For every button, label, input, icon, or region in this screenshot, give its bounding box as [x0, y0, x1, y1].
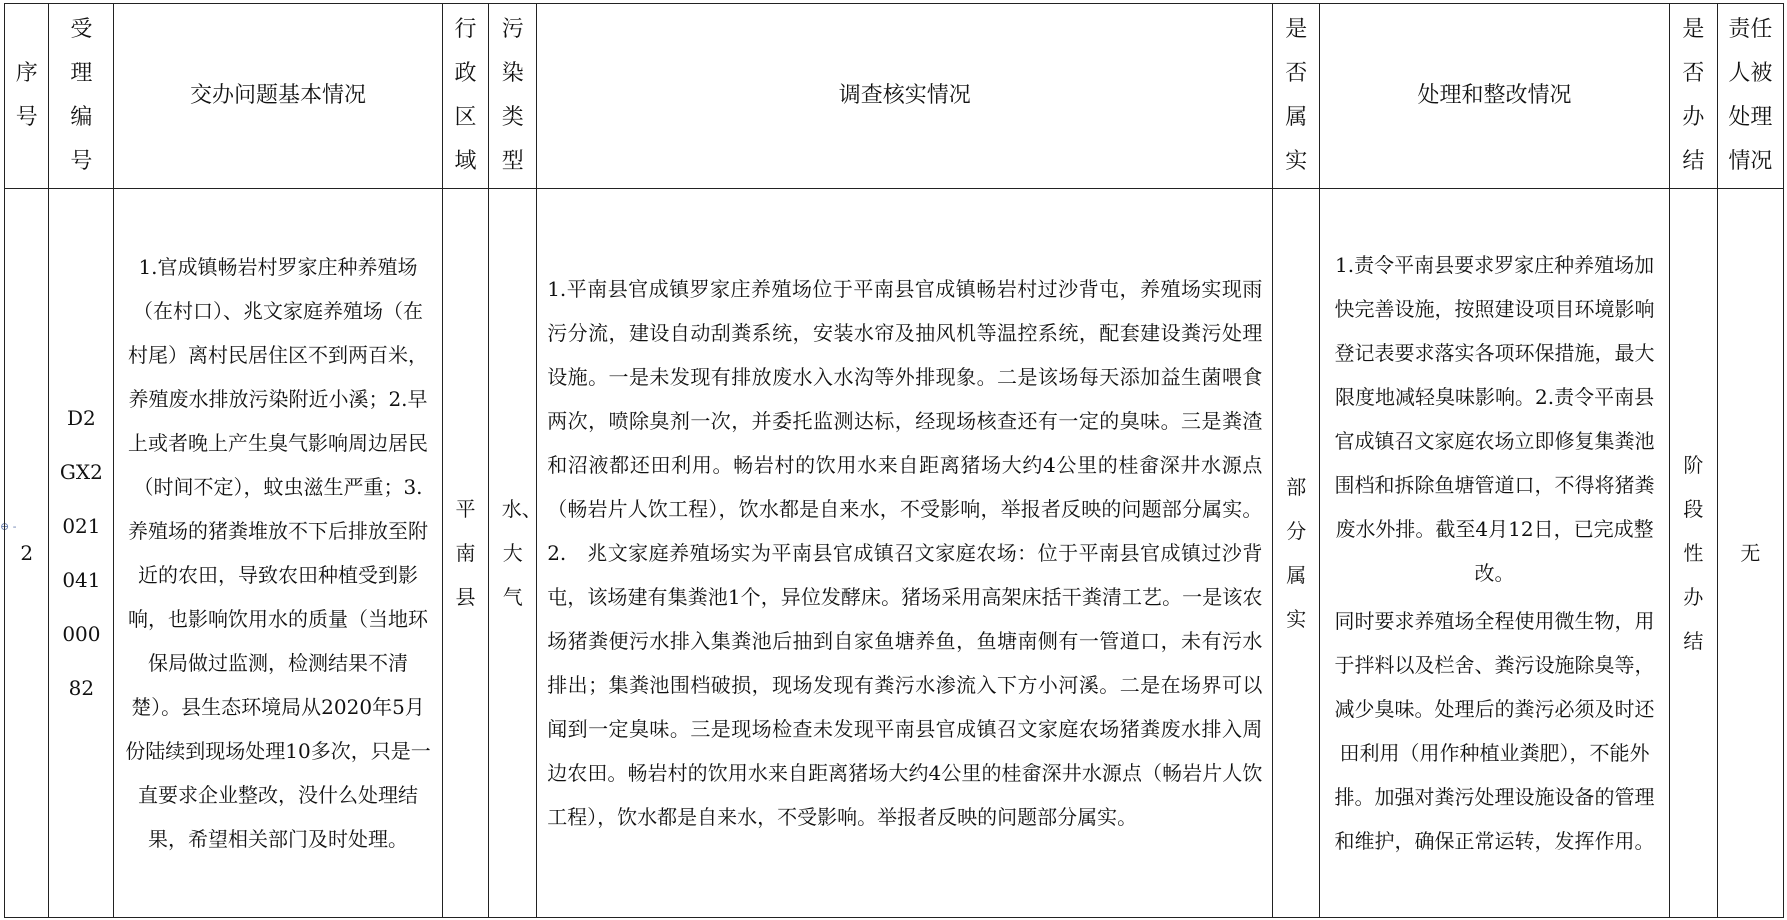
- cell-seq: 2: [5, 189, 49, 918]
- header-is-true: 是否属实: [1273, 4, 1320, 189]
- table-row: [5, 189, 1784, 918]
- cell-issue: 1.官成镇畅岩村罗家庄种养殖场（在村口）、兆文家庭养殖场（在村尾）离村民居住区不到两百米，养殖废水排放污染附近小溪；2.早上或者晚上产生臭气影响周边居民（时间不定），蚊虫滋生严重；3.养殖场的猪粪堆放不下后排放至附近的农田，导致农田种植受到影响，也影响饮用水的质量（当地环保局做过监测，检测结果不清楚）。县生态环境局从2020年5月份陆续到现场处理10多次，只是一直要求企业整改，没什么处理结果，希望相关部门及时处理。: [114, 189, 442, 918]
- handling-paragraph-2: 同时要求养殖场全程使用微生物，用于拌料以及栏舍、粪污设施除臭等，减少臭味。处理后的粪污必须及时还田利用（用作种植业粪肥），不能外排。加强对粪污处理设施设备的管理和维护，确保正常运转，发挥作用。: [1334, 609, 1655, 853]
- cell-district: 平南县: [442, 189, 489, 918]
- cell-pollution-type: 水、大气: [489, 189, 537, 918]
- header-seq: 序号: [5, 4, 49, 189]
- header-case-no: 受理编号: [49, 4, 114, 189]
- header-investigation: 调查核实情况: [537, 4, 1273, 189]
- cell-accountability: 无: [1717, 189, 1783, 918]
- scan-margin-marker: ⊕ -: [0, 520, 17, 533]
- cell-handling: [1320, 189, 1670, 918]
- header-closed: 是否办结: [1669, 4, 1717, 189]
- cell-closed: 阶段性办结: [1669, 189, 1717, 918]
- header-pollution-type: 污染类型: [489, 4, 537, 189]
- cell-is-true: 部分属实: [1273, 189, 1320, 918]
- header-issue: 交办问题基本情况: [114, 4, 442, 189]
- handling-paragraph-1: 1.责令平南县要求罗家庄种养殖场加快完善设施，按照建设项目环境影响登记表要求落实各项环保措施，最大限度地减轻臭味影响。2.责令平南县官成镇召文家庭农场立即修复集粪池围档和拆除鱼塘管道口，不得将猪粪废水外排。截至4月12日，已完成整改。: [1334, 253, 1655, 585]
- cell-investigation: 1.平南县官成镇罗家庄养殖场位于平南县官成镇畅岩村过沙背屯，养殖场实现雨污分流，建设自动刮粪系统，安装水帘及抽风机等温控系统，配套建设粪污处理设施。一是未发现有排放废水入水沟等外排现象。二是该场每天添加益生菌喂食两次，喷除臭剂一次，并委托监测达标，经现场核查还有一定的臭味。三是粪渣和沼液都还田利用。畅岩村的饮用水来自距离猪场大约4公里的桂畲深井水源点（畅岩片人饮工程），饮水都是自来水，不受影响，举报者反映的问题部分属实。2. 兆文家庭养殖场实为平南县官成镇召文家庭农场：位于平南县官成镇过沙背屯，该场建有集粪池1个，异位发酵床。猪场采用高架床括干粪清工艺。一是该农场猪粪便污水排入集粪池后抽到自家鱼塘养鱼，鱼塘南侧有一管道口，未有污水排出；集粪池围档破损，现场发现有粪污水渗流入下方小河溪。二是在场界可以闻到一定臭味。三是现场检查未发现平南县官成镇召文家庭农场猪粪废水排入周边农田。畅岩村的饮用水来自距离猪场大约4公里的桂畲深井水源点（畅岩片人饮工程），饮水都是自来水，不受影响。举报者反映的问题部分属实。: [537, 189, 1273, 918]
- cell-case-no: D2GX202104100082: [49, 189, 114, 918]
- header-handling: 处理和整改情况: [1320, 4, 1670, 189]
- header-accountability: 责任人被处理情况: [1717, 4, 1783, 189]
- header-district: 行政区域: [442, 4, 489, 189]
- header-row: [5, 4, 1784, 189]
- complaint-table: [4, 3, 1784, 918]
